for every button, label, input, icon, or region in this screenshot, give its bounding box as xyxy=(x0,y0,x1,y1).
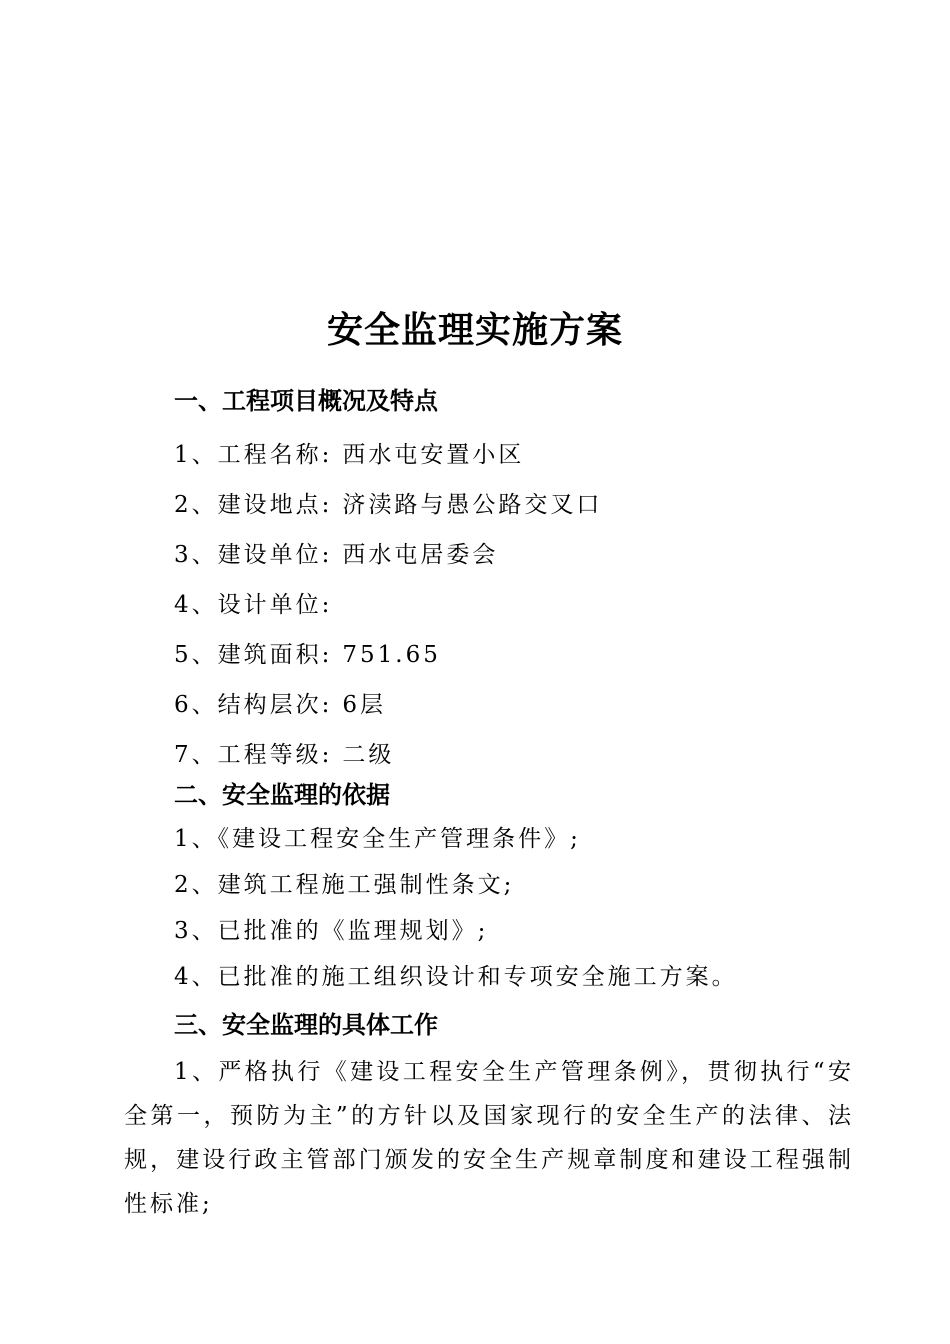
overview-item-value: 751.65 xyxy=(342,642,441,668)
basis-item: 2、建筑工程施工强制性条文; xyxy=(174,872,515,898)
work-paragraph: 1、严格执行《建设工程安全生产管理条例》，贯彻执行“安全第一，预防为主”的方针以及国家现行的安全生产的法律、法规，建设行政主管部门颁发的安全生产规章制度和建设工程强制性标准; xyxy=(124,1059,854,1217)
overview-item-label: 6、结构层次: xyxy=(174,692,333,718)
document-title: 安全监理实施方案 xyxy=(326,310,623,351)
overview-item-label: 3、建设单位: xyxy=(174,542,333,568)
overview-item xyxy=(174,588,342,622)
overview-item-label: 4、设计单位: xyxy=(174,592,333,618)
basis-item: 3、已批准的《监理规划》; xyxy=(174,918,489,944)
overview-item xyxy=(174,538,498,572)
basis-item: 1、《建设工程安全生产管理条件》; xyxy=(174,826,581,852)
section-heading-overview: 一、工程项目概况及特点 xyxy=(174,387,438,415)
overview-item xyxy=(174,688,386,722)
overview-item-label: 2、建设地点: xyxy=(174,492,333,518)
overview-item-label: 1、工程名称: xyxy=(174,442,333,468)
overview-item xyxy=(174,638,441,672)
section-heading-work: 三、安全监理的具体工作 xyxy=(174,1011,438,1039)
section-heading-basis: 二、安全监理的依据 xyxy=(174,781,390,809)
overview-item-label: 7、工程等级: xyxy=(174,742,333,768)
overview-item-label: 5、建筑面积: xyxy=(174,642,333,668)
overview-item-value: 西水屯居委会 xyxy=(342,542,499,568)
overview-item xyxy=(174,488,602,522)
overview-item-value: 二级 xyxy=(342,742,395,768)
overview-item xyxy=(174,438,524,472)
overview-item-value: 西水屯安置小区 xyxy=(342,442,525,468)
overview-item-value: 济渎路与愚公路交叉口 xyxy=(342,492,603,518)
overview-item-value: 6层 xyxy=(342,692,387,718)
overview-item xyxy=(174,738,394,772)
basis-item: 4、已批准的施工组织设计和专项安全施工方案。 xyxy=(174,964,738,990)
